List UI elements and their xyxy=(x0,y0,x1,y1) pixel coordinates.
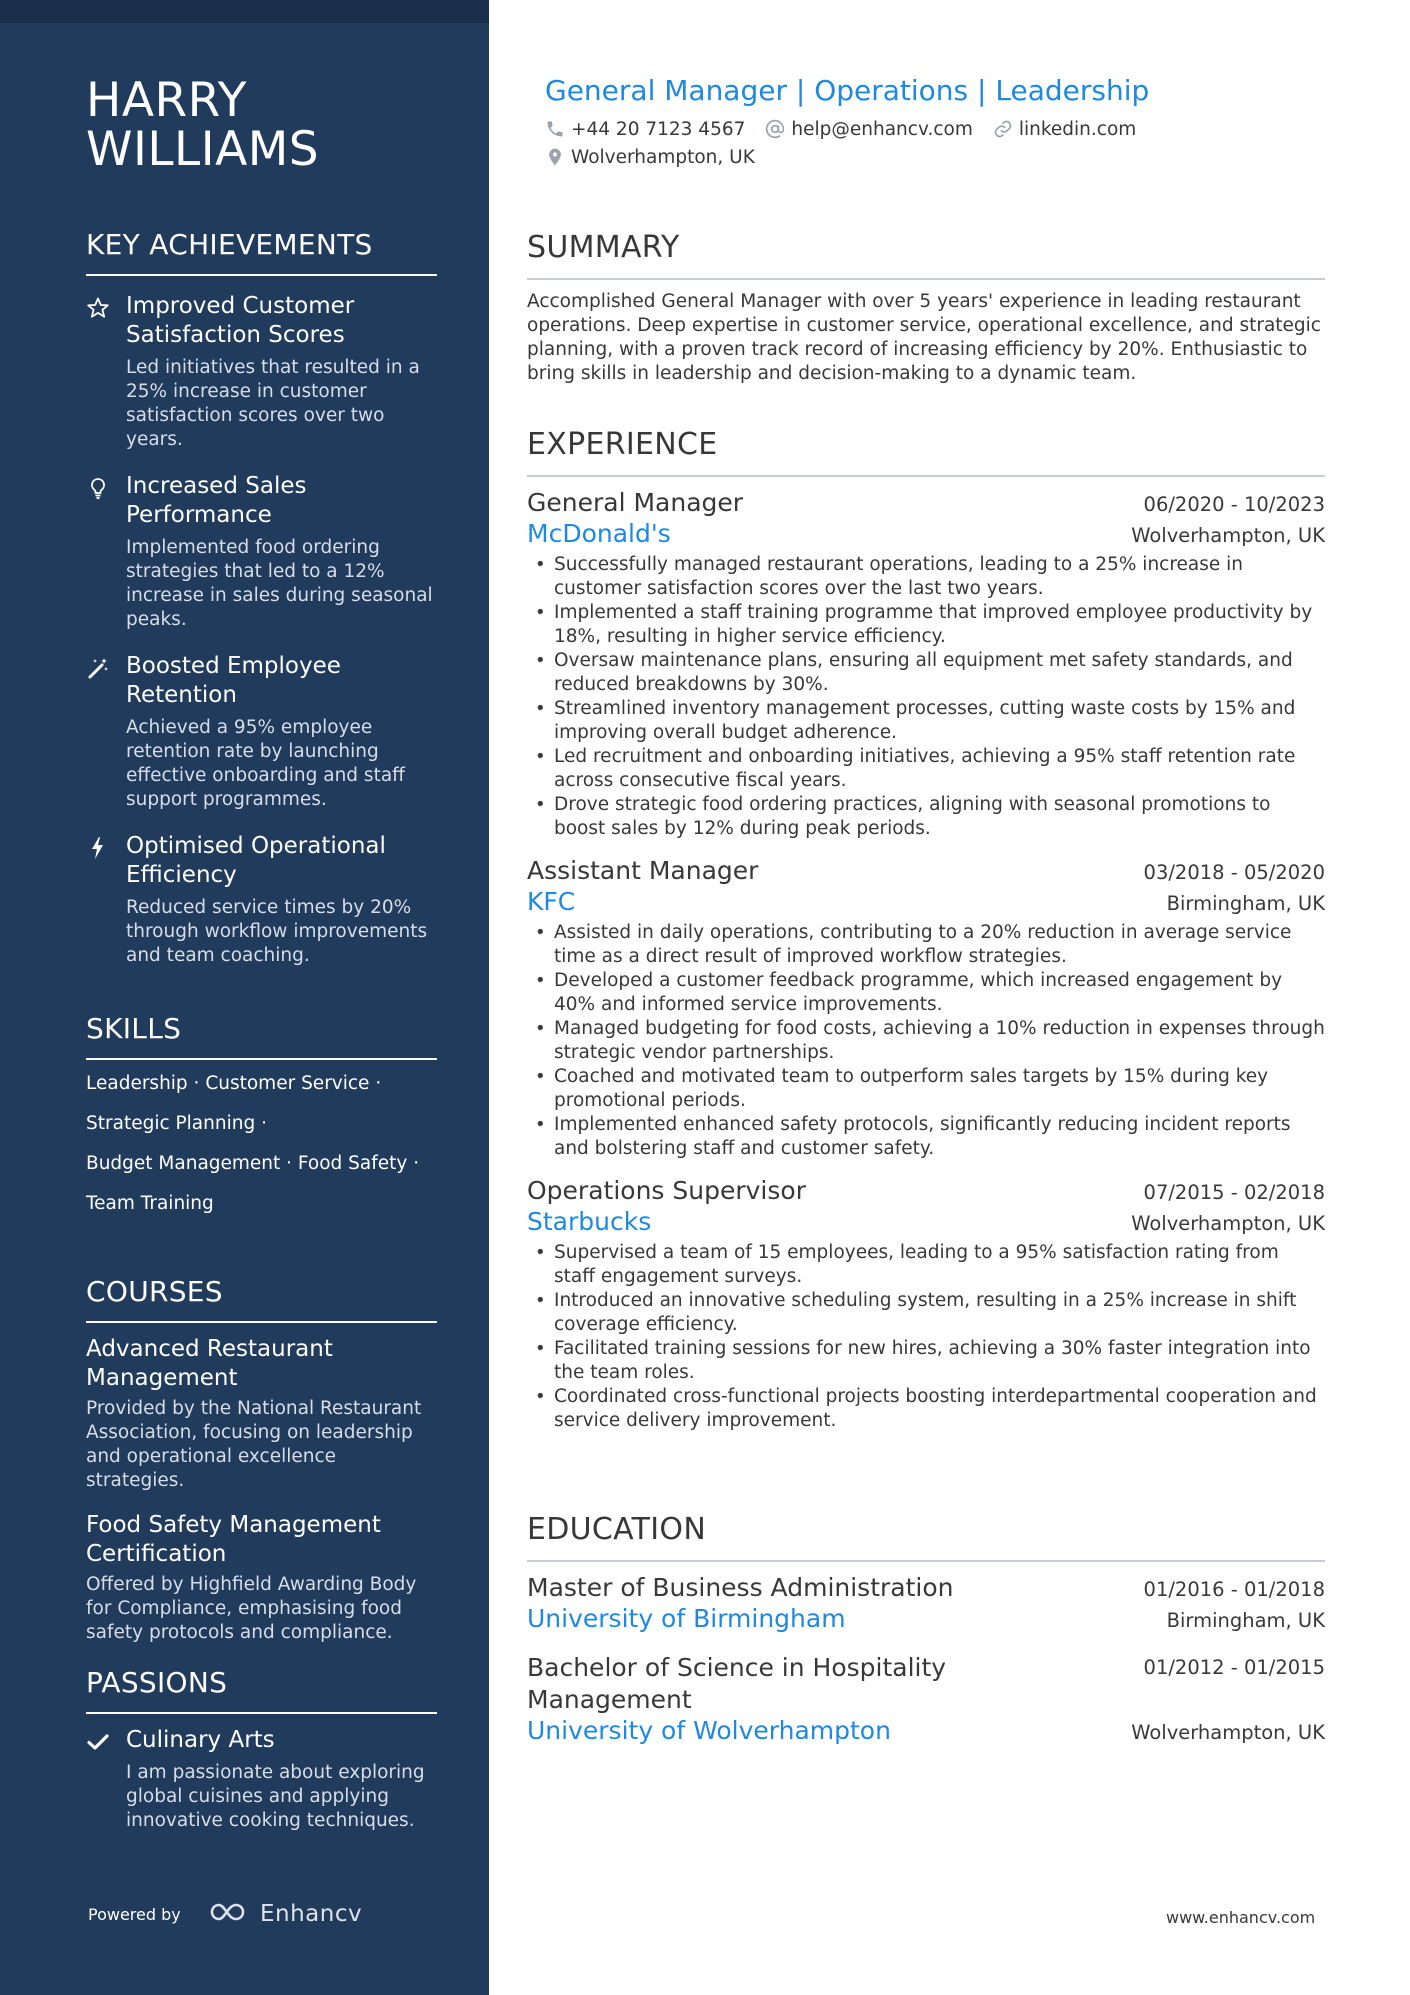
location-pin-icon xyxy=(545,147,565,167)
star-icon xyxy=(86,296,110,320)
experience-heading: EXPERIENCE xyxy=(527,427,1325,477)
job-bullets xyxy=(527,921,1325,1161)
phone-number: +44 20 7123 4567 xyxy=(571,118,746,140)
bullet-item: • Managed budgeting for food costs, achieving a 10% reduction in expenses through strategic vendor partnerships. xyxy=(527,1017,1325,1065)
education-location: Birmingham, UK xyxy=(1166,1609,1325,1632)
achievement-description: Achieved a 95% employee retention rate by launching effective onboarding and staff support programmes. xyxy=(126,717,405,810)
bullet-item: • Implemented enhanced safety protocols, significantly reducing incident reports and bolstering staff and customer safety. xyxy=(527,1113,1325,1161)
enhancv-brand-text: Enhancv xyxy=(260,1901,363,1927)
passions-heading: PASSIONS xyxy=(86,1666,437,1714)
achievement-title: Boosted Employee Retention xyxy=(126,653,341,708)
bullet-item: • Coordinated cross-functional projects boosting interdepartmental cooperation and service delivery improvement. xyxy=(527,1385,1325,1433)
passion-title: Culinary Arts xyxy=(126,1727,275,1753)
magic-wand-icon xyxy=(86,656,110,680)
summary-section xyxy=(527,230,1325,386)
education-dates: 01/2016 - 01/2018 xyxy=(1143,1578,1325,1601)
achievement-title: Improved Customer Satisfaction Scores xyxy=(126,293,355,348)
achievement-item xyxy=(86,292,437,452)
skills-line: Budget Management · Food Safety · xyxy=(86,1153,420,1174)
header-contact xyxy=(545,74,1343,170)
skills-section xyxy=(86,1012,437,1216)
education-heading: EDUCATION xyxy=(527,1512,1325,1562)
phone-contact[interactable] xyxy=(545,119,745,140)
job-dates: 07/2015 - 02/2018 xyxy=(1143,1181,1325,1204)
tagline: General Manager | Operations | Leadership xyxy=(545,74,1150,107)
job-company-row xyxy=(527,519,1325,549)
job-bullets xyxy=(527,1241,1325,1433)
footer-website-link[interactable]: www.enhancv.com xyxy=(1166,1908,1316,1927)
job-entry xyxy=(527,1175,1325,1433)
sidebar xyxy=(0,0,489,1995)
bullet-item: • Coached and motivated team to outperform sales targets by 15% during key promotional periods. xyxy=(527,1065,1325,1113)
courses-heading: COURSES xyxy=(86,1275,437,1323)
at-sign-icon xyxy=(765,119,785,139)
school-name: University of Birmingham xyxy=(527,1604,846,1633)
course-title: Food Safety Management Certification xyxy=(86,1512,381,1567)
job-title-row xyxy=(527,487,1325,519)
bullet-item: • Introduced an innovative scheduling system, resulting in a 25% increase in shift coverage efficiency. xyxy=(527,1289,1325,1337)
degree-title: Master of Business Administration xyxy=(527,1573,954,1602)
education-dates: 01/2012 - 01/2015 xyxy=(1143,1656,1325,1679)
phone-icon xyxy=(545,119,565,139)
education-entry xyxy=(527,1652,1325,1746)
bullet-item: • Supervised a team of 15 employees, leading to a 95% satisfaction rating from staff engagement surveys. xyxy=(527,1241,1325,1289)
location-text: Wolverhampton, UK xyxy=(571,146,755,168)
job-dates: 03/2018 - 05/2020 xyxy=(1143,861,1325,884)
bullet-item: • Streamlined inventory management processes, cutting waste costs by 15% and improving overall budget adherence. xyxy=(527,697,1325,745)
education-entry xyxy=(527,1572,1325,1634)
location-row xyxy=(545,144,1343,170)
education-school-row xyxy=(527,1604,1325,1634)
skills-line: Team Training xyxy=(86,1193,214,1214)
job-title-row xyxy=(527,1175,1325,1207)
courses-section xyxy=(86,1275,437,1645)
school-name: University of Wolverhampton xyxy=(527,1716,891,1745)
job-entry xyxy=(527,855,1325,1161)
key-achievements-section xyxy=(86,228,437,968)
course-item xyxy=(86,1511,437,1645)
education-school-row xyxy=(527,1716,1325,1746)
job-bullets xyxy=(527,553,1325,841)
lightbulb-icon xyxy=(86,476,110,500)
bullet-item: • Led recruitment and onboarding initiatives, achieving a 95% staff retention rate across consecutive fiscal years. xyxy=(527,745,1325,793)
skills-heading: SKILLS xyxy=(86,1012,437,1060)
passion-item xyxy=(86,1726,437,1833)
contact-row xyxy=(545,116,1343,142)
course-item xyxy=(86,1335,437,1493)
sidebar-top-bar xyxy=(0,0,489,23)
education-degree-row xyxy=(527,1572,1325,1604)
achievement-description: Led initiatives that resulted in a 25% increase in customer satisfaction scores over two years. xyxy=(126,357,420,450)
checkmark-icon xyxy=(86,1730,110,1754)
skills-line: Leadership · Customer Service · xyxy=(86,1073,382,1094)
job-title: Assistant Manager xyxy=(527,856,759,885)
achievement-title: Increased Sales Performance xyxy=(126,473,307,528)
passion-description: I am passionate about exploring global cuisines and applying innovative cooking techniques. xyxy=(126,1762,425,1831)
passions-section xyxy=(86,1666,437,1833)
course-title: Advanced Restaurant Management xyxy=(86,1336,333,1391)
course-description: Provided by the National Restaurant Association, focusing on leadership and operational excellence strategies. xyxy=(86,1398,422,1491)
candidate-name: HARRY WILLIAMS xyxy=(86,73,320,177)
summary-text: Accomplished General Manager with over 5 years' experience in leading restaurant operations. Deep expertise in customer service, operational excellence, and strategic planning, with a proven track record of increasing efficiency by 20%. Enthusiastic to bring skills in leadership and decision-making to a dynamic team. xyxy=(527,291,1321,384)
company-name: McDonald's xyxy=(527,519,671,548)
email-address: help@enhancv.com xyxy=(791,118,973,140)
bullet-item: • Facilitated training sessions for new hires, achieving a 30% faster integration into the team roles. xyxy=(527,1337,1325,1385)
achievement-description: Implemented food ordering strategies that led to a 12% increase in sales during seasonal peaks. xyxy=(126,537,433,630)
education-section xyxy=(527,1512,1325,1746)
powered-by-label: Powered by xyxy=(88,1905,181,1924)
email-contact[interactable] xyxy=(765,119,972,140)
job-dates: 06/2020 - 10/2023 xyxy=(1143,493,1325,516)
achievement-description: Reduced service times by 20% through workflow improvements and team coaching. xyxy=(126,897,428,966)
job-location: Wolverhampton, UK xyxy=(1131,524,1325,547)
bullet-item: • Drove strategic food ordering practices, aligning with seasonal promotions to boost sales by 12% during peak periods. xyxy=(527,793,1325,841)
key-achievements-heading: KEY ACHIEVEMENTS xyxy=(86,228,437,276)
achievement-item xyxy=(86,472,437,632)
job-company-row xyxy=(527,1207,1325,1237)
bullet-item: • Successfully managed restaurant operations, leading to a 25% increase in customer satisfaction scores over the last two years. xyxy=(527,553,1325,601)
summary-heading: SUMMARY xyxy=(527,230,1325,280)
bullet-item: • Developed a customer feedback programme, which increased engagement by 40% and informed service improvements. xyxy=(527,969,1325,1017)
degree-title: Bachelor of Science in Hospitality Management xyxy=(527,1653,947,1714)
company-name: KFC xyxy=(527,887,576,916)
experience-section xyxy=(527,427,1325,1433)
linkedin-contact[interactable] xyxy=(993,119,1136,140)
lightning-icon xyxy=(86,836,110,860)
job-title: General Manager xyxy=(527,488,744,517)
course-description: Offered by Highfield Awarding Body for Compliance, emphasising food safety protocols and compliance. xyxy=(86,1574,417,1643)
skills-line: Strategic Planning · xyxy=(86,1113,267,1134)
infinity-logo-icon xyxy=(206,1900,254,1928)
job-company-row xyxy=(527,887,1325,917)
bullet-item: • Implemented a staff training programme that improved employee productivity by 18%, resulting in higher service efficiency. xyxy=(527,601,1325,649)
company-name: Starbucks xyxy=(527,1207,652,1236)
job-location: Birmingham, UK xyxy=(1166,892,1325,915)
bullet-item: • Assisted in daily operations, contributing to a 20% reduction in average service time as a direct result of improved workflow strategies. xyxy=(527,921,1325,969)
enhancv-logo[interactable] xyxy=(206,1901,362,1927)
linkedin-url: linkedin.com xyxy=(1018,118,1137,140)
education-location: Wolverhampton, UK xyxy=(1131,1721,1325,1744)
job-entry xyxy=(527,487,1325,841)
link-icon xyxy=(993,119,1013,139)
job-location: Wolverhampton, UK xyxy=(1131,1212,1325,1235)
job-title-row xyxy=(527,855,1325,887)
bullet-item: • Oversaw maintenance plans, ensuring all equipment met safety standards, and reduced breakdowns by 30%. xyxy=(527,649,1325,697)
job-title: Operations Supervisor xyxy=(527,1176,806,1205)
achievement-item xyxy=(86,652,437,812)
achievement-title: Optimised Operational Efficiency xyxy=(126,833,386,888)
location-contact xyxy=(545,147,755,168)
education-degree-row xyxy=(527,1652,1325,1716)
achievement-item xyxy=(86,832,437,968)
